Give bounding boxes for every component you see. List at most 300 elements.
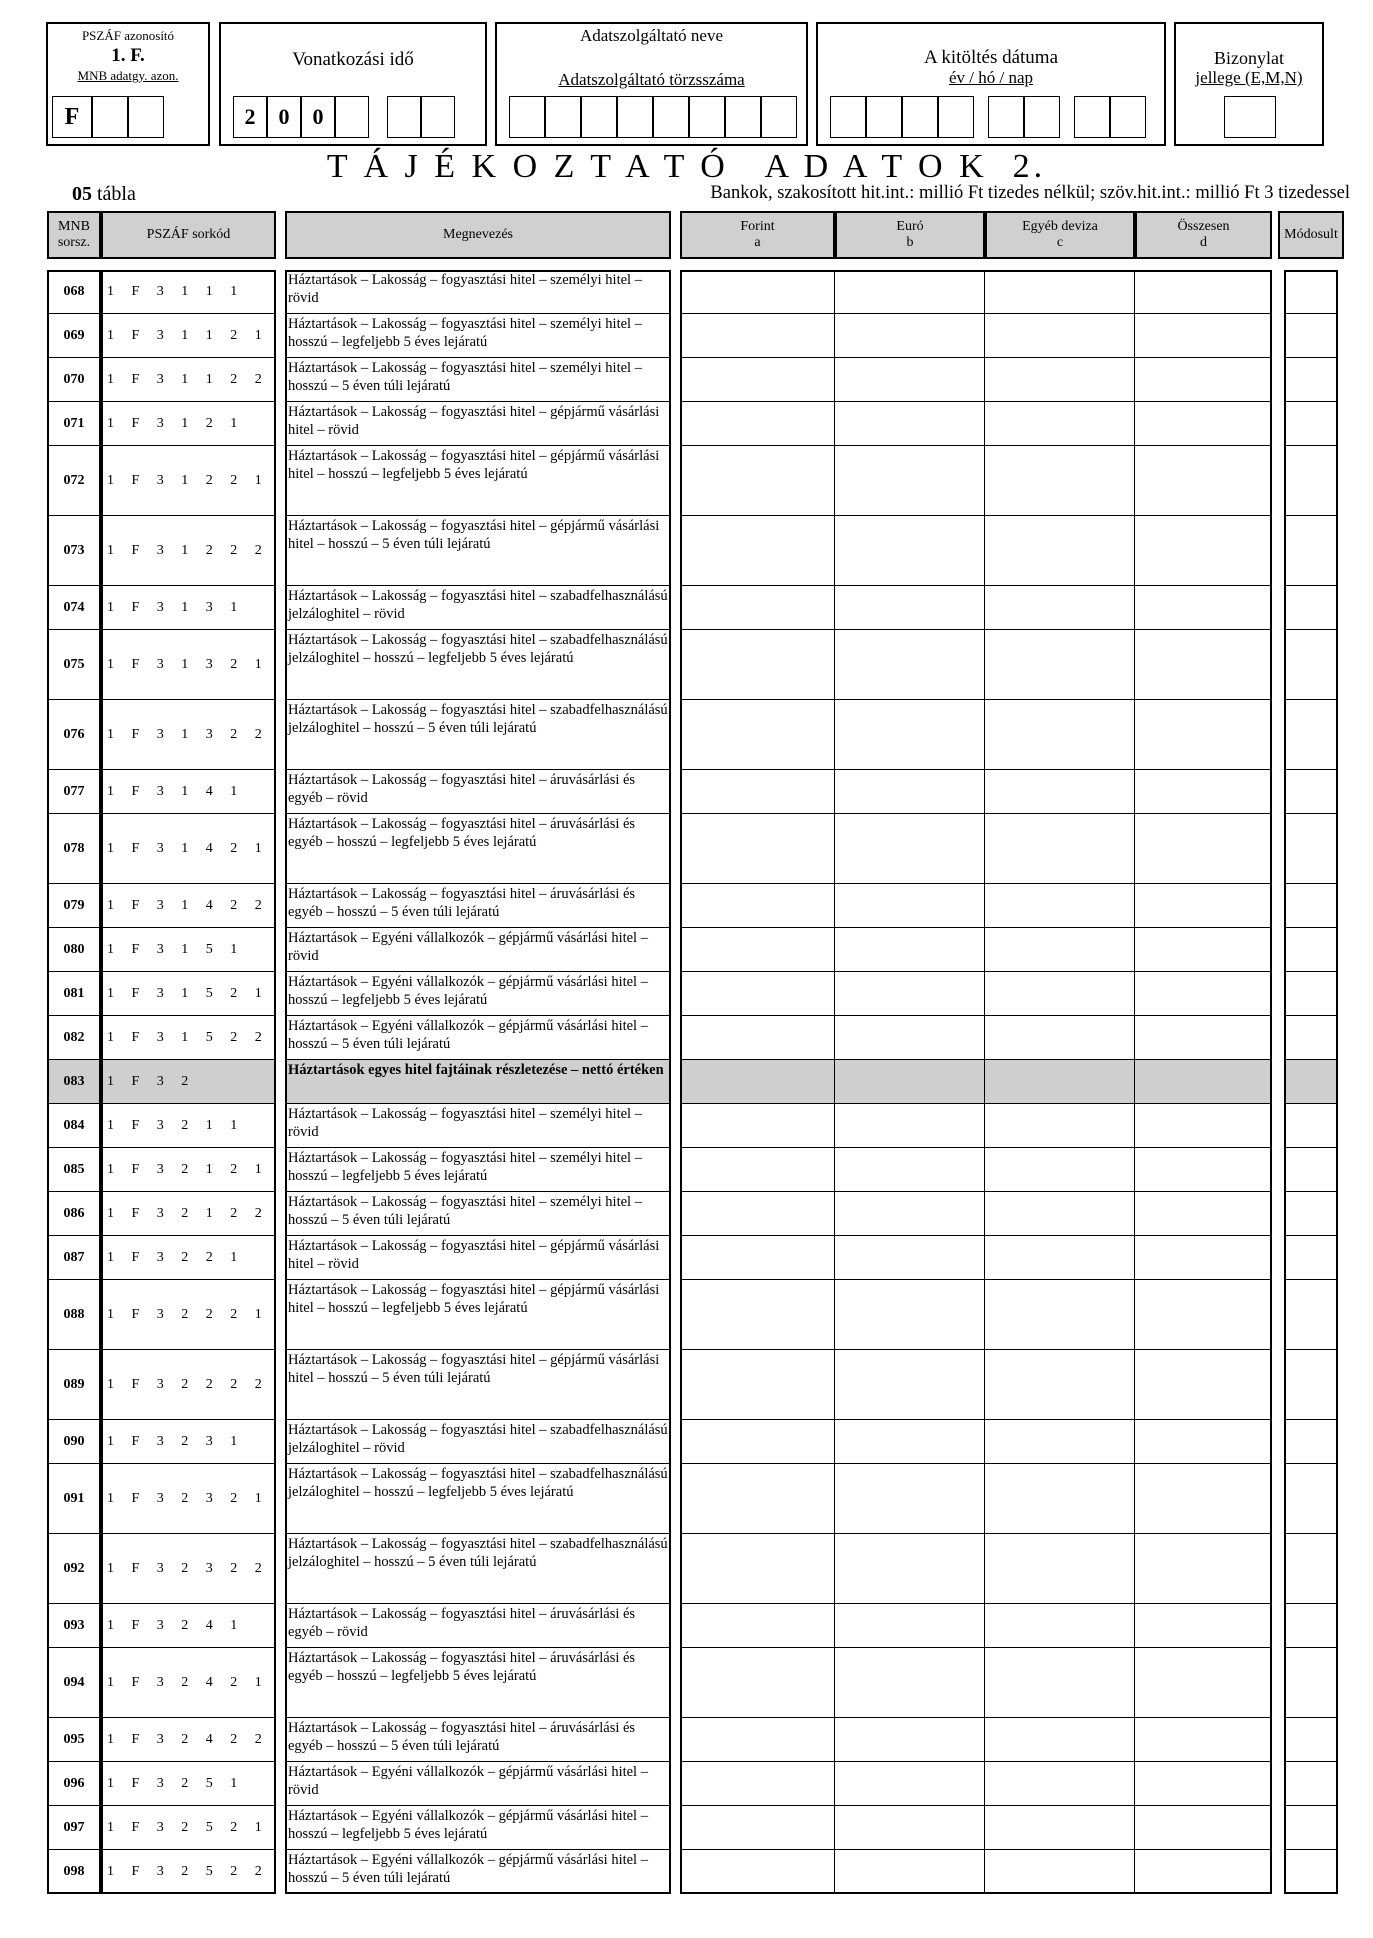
cell-other[interactable] xyxy=(985,1762,1135,1806)
provider-reg-cell[interactable] xyxy=(581,96,617,138)
cell-forint[interactable] xyxy=(680,1236,835,1280)
page-title: T Á J É K O Z T A T Ó A D A T O K 2. xyxy=(326,148,1047,185)
cell-total[interactable] xyxy=(1135,446,1272,516)
cell-total[interactable] xyxy=(1135,314,1272,358)
cell-other[interactable] xyxy=(985,814,1135,884)
cell-other[interactable] xyxy=(985,1192,1135,1236)
row-description: Háztartások – Lakosság – fogyasztási hitel – szabadfelhasználású jelzáloghitel – rövid xyxy=(285,1420,671,1464)
fill-date-sub: év / hó / nap xyxy=(948,68,1034,87)
row-pszaf-code: 1 F 3 2 1 2 1 xyxy=(101,1148,276,1192)
cell-forint[interactable] xyxy=(680,1534,835,1604)
cell-euro[interactable] xyxy=(835,1762,985,1806)
cell-forint[interactable] xyxy=(680,1016,835,1060)
cell-total[interactable] xyxy=(1135,358,1272,402)
cell-forint[interactable] xyxy=(680,586,835,630)
cell-modified[interactable] xyxy=(1284,358,1338,402)
row-description: Háztartások – Lakosság – fogyasztási hitel – áruvásárlási és egyéb – hosszú – 5 éven túli lejáratú xyxy=(285,884,671,928)
cell-modified[interactable] xyxy=(1284,1464,1338,1534)
cell-euro[interactable] xyxy=(835,1420,985,1464)
cell-other[interactable] xyxy=(985,770,1135,814)
row-pszaf-code: 1 F 3 1 2 1 xyxy=(101,402,276,446)
doc-type-label: Bizonylat xyxy=(1214,48,1284,68)
col-header-forint xyxy=(680,211,835,259)
row-pszaf-code: 1 F 3 2 4 1 xyxy=(101,1604,276,1648)
row-description: Háztartások – Lakosság – fogyasztási hitel – gépjármű vásárlási hitel – hosszú – legfeljebb 5 éves lejáratú xyxy=(285,446,671,516)
cell-other[interactable] xyxy=(985,1420,1135,1464)
row-pszaf-code: 1 F 3 2 3 2 2 xyxy=(101,1534,276,1604)
col-header-total-label: Összesen xyxy=(1177,219,1230,234)
cell-modified[interactable] xyxy=(1284,1060,1338,1104)
row-description: Háztartások – Egyéni vállalkozók – gépjármű vásárlási hitel – hosszú – 5 éven túli lejáratú xyxy=(285,1850,671,1894)
cell-modified[interactable] xyxy=(1284,928,1338,972)
cell-total[interactable] xyxy=(1135,1648,1272,1718)
cell-modified[interactable] xyxy=(1284,402,1338,446)
cell-modified[interactable] xyxy=(1284,972,1338,1016)
date-day-cell[interactable] xyxy=(1074,96,1110,138)
cell-total[interactable] xyxy=(1135,1060,1272,1104)
col-header-other-sub: c xyxy=(1056,235,1064,250)
row-mnb-number: 081 xyxy=(47,972,101,1016)
cell-modified[interactable] xyxy=(1284,586,1338,630)
col-header-euro-label: Euró xyxy=(896,219,924,234)
cell-other[interactable] xyxy=(985,1718,1135,1762)
cell-modified[interactable] xyxy=(1284,1350,1338,1420)
row-mnb-number: 082 xyxy=(47,1016,101,1060)
cell-total[interactable] xyxy=(1135,928,1272,972)
provider-reg-cell[interactable] xyxy=(509,96,545,138)
col-header-total-sub: d xyxy=(1200,235,1207,250)
cell-modified[interactable] xyxy=(1284,770,1338,814)
row-pszaf-code: 1 F 3 2 1 2 2 xyxy=(101,1192,276,1236)
cell-forint[interactable] xyxy=(680,358,835,402)
row-pszaf-code: 1 F 3 2 4 2 1 xyxy=(101,1648,276,1718)
period-digit-cell[interactable]: 0 xyxy=(267,96,301,138)
row-mnb-number: 091 xyxy=(47,1464,101,1534)
cell-forint[interactable] xyxy=(680,1464,835,1534)
row-mnb-number: 085 xyxy=(47,1148,101,1192)
cell-forint[interactable] xyxy=(680,1148,835,1192)
cell-euro[interactable] xyxy=(835,1280,985,1350)
cell-modified[interactable] xyxy=(1284,1604,1338,1648)
cell-euro[interactable] xyxy=(835,770,985,814)
cell-other[interactable] xyxy=(985,1236,1135,1280)
cell-other[interactable] xyxy=(985,358,1135,402)
cell-other[interactable] xyxy=(985,270,1135,314)
cell-total[interactable] xyxy=(1135,1534,1272,1604)
row-description: Háztartások – Lakosság – fogyasztási hitel – gépjármű vásárlási hitel – hosszú – 5 éven túli lejáratú xyxy=(285,1350,671,1420)
row-mnb-number: 097 xyxy=(47,1806,101,1850)
col-header-euro xyxy=(835,211,985,259)
cell-euro[interactable] xyxy=(835,630,985,700)
cell-euro[interactable] xyxy=(835,1060,985,1104)
cell-forint[interactable] xyxy=(680,1718,835,1762)
cell-other[interactable] xyxy=(985,1060,1135,1104)
cell-euro[interactable] xyxy=(835,586,985,630)
cell-total[interactable] xyxy=(1135,1464,1272,1534)
row-description: Háztartások – Lakosság – fogyasztási hitel – személyi hitel – rövid xyxy=(285,270,671,314)
col-header-name xyxy=(285,211,671,259)
cell-modified[interactable] xyxy=(1284,1648,1338,1718)
row-description: Háztartások – Lakosság – fogyasztási hitel – személyi hitel – hosszú – legfeljebb 5 éves lejáratú xyxy=(285,1148,671,1192)
cell-modified[interactable] xyxy=(1284,1718,1338,1762)
row-mnb-number: 084 xyxy=(47,1104,101,1148)
cell-euro[interactable] xyxy=(835,1464,985,1534)
cell-total[interactable] xyxy=(1135,1236,1272,1280)
col-header-other-label: Egyéb deviza xyxy=(1022,219,1098,234)
cell-forint[interactable] xyxy=(680,884,835,928)
period-digit-cell[interactable] xyxy=(421,96,455,138)
cell-total[interactable] xyxy=(1135,1850,1272,1894)
row-pszaf-code: 1 F 3 1 2 2 2 xyxy=(101,516,276,586)
cell-total[interactable] xyxy=(1135,1350,1272,1420)
row-description: Háztartások egyes hitel fajtáinak részletezése – nettó értéken xyxy=(285,1060,671,1104)
period-digit-cell[interactable]: 0 xyxy=(301,96,335,138)
row-mnb-number: 073 xyxy=(47,516,101,586)
row-pszaf-code: 1 F 3 1 5 2 2 xyxy=(101,1016,276,1060)
date-year-cell[interactable] xyxy=(830,96,866,138)
cell-euro[interactable] xyxy=(835,1648,985,1718)
cell-forint[interactable] xyxy=(680,814,835,884)
cell-forint[interactable] xyxy=(680,1762,835,1806)
row-pszaf-code: 1 F 3 1 4 2 1 xyxy=(101,814,276,884)
cell-other[interactable] xyxy=(985,1350,1135,1420)
cell-forint[interactable] xyxy=(680,314,835,358)
provider-reg-cell[interactable] xyxy=(761,96,797,138)
row-pszaf-code: 1 F 3 1 3 2 2 xyxy=(101,700,276,770)
cell-euro[interactable] xyxy=(835,1104,985,1148)
row-mnb-number: 088 xyxy=(47,1280,101,1350)
row-description: Háztartások – Lakosság – fogyasztási hitel – gépjármű vásárlási hitel – rövid xyxy=(285,1236,671,1280)
cell-forint[interactable] xyxy=(680,402,835,446)
cell-modified[interactable] xyxy=(1284,1192,1338,1236)
cell-euro[interactable] xyxy=(835,1850,985,1894)
period-box xyxy=(219,22,487,146)
cell-other[interactable] xyxy=(985,586,1135,630)
cell-other[interactable] xyxy=(985,402,1135,446)
provider-reg-cell[interactable] xyxy=(689,96,725,138)
row-description: Háztartások – Lakosság – fogyasztási hitel – gépjármű vásárlási hitel – hosszú – legfeljebb 5 éves lejáratú xyxy=(285,1280,671,1350)
row-mnb-number: 071 xyxy=(47,402,101,446)
provider-name-label: Adatszolgáltató neve xyxy=(579,26,724,45)
cell-euro[interactable] xyxy=(835,884,985,928)
row-description: Háztartások – Lakosság – fogyasztási hitel – áruvásárlási és egyéb – rövid xyxy=(285,1604,671,1648)
cell-forint[interactable] xyxy=(680,1604,835,1648)
row-mnb-number: 080 xyxy=(47,928,101,972)
cell-modified[interactable] xyxy=(1284,446,1338,516)
cell-euro[interactable] xyxy=(835,270,985,314)
row-mnb-number: 078 xyxy=(47,814,101,884)
row-mnb-number: 079 xyxy=(47,884,101,928)
doc-type-cell[interactable] xyxy=(1224,96,1276,138)
row-pszaf-code: 1 F 3 2 3 1 xyxy=(101,1420,276,1464)
provider-reg-cell[interactable] xyxy=(617,96,653,138)
row-pszaf-code: 1 F 3 2 1 1 xyxy=(101,1104,276,1148)
row-mnb-number: 072 xyxy=(47,446,101,516)
date-day-cell[interactable] xyxy=(1110,96,1146,138)
cell-forint[interactable] xyxy=(680,1806,835,1850)
cell-euro[interactable] xyxy=(835,814,985,884)
row-description: Háztartások – Egyéni vállalkozók – gépjármű vásárlási hitel – rövid xyxy=(285,1762,671,1806)
cell-modified[interactable] xyxy=(1284,516,1338,586)
cell-other[interactable] xyxy=(985,1534,1135,1604)
row-pszaf-code: 1 F 3 1 1 1 xyxy=(101,270,276,314)
cell-other[interactable] xyxy=(985,1464,1135,1534)
cell-total[interactable] xyxy=(1135,884,1272,928)
col-header-modified xyxy=(1278,211,1344,259)
row-description: Háztartások – Lakosság – fogyasztási hitel – szabadfelhasználású jelzáloghitel – hosszú – 5 éven túli lejáratú xyxy=(285,700,671,770)
cell-euro[interactable] xyxy=(835,446,985,516)
col-header-pszaf xyxy=(101,211,276,259)
cell-forint[interactable] xyxy=(680,1280,835,1350)
cell-modified[interactable] xyxy=(1284,1806,1338,1850)
row-pszaf-code: 1 F 3 1 5 2 1 xyxy=(101,972,276,1016)
row-pszaf-code: 1 F 3 2 xyxy=(101,1060,276,1104)
provider-reg-cell[interactable] xyxy=(653,96,689,138)
doc-type-box xyxy=(1174,22,1324,146)
cell-modified[interactable] xyxy=(1284,1850,1338,1894)
row-pszaf-code: 1 F 3 2 2 1 xyxy=(101,1236,276,1280)
cell-other[interactable] xyxy=(985,700,1135,770)
cell-other[interactable] xyxy=(985,1104,1135,1148)
row-pszaf-code: 1 F 3 2 5 2 2 xyxy=(101,1850,276,1894)
cell-forint[interactable] xyxy=(680,1192,835,1236)
cell-euro[interactable] xyxy=(835,1192,985,1236)
row-description: Háztartások – Egyéni vállalkozók – gépjármű vásárlási hitel – hosszú – 5 éven túli lejáratú xyxy=(285,1016,671,1060)
cell-other[interactable] xyxy=(985,446,1135,516)
cell-modified[interactable] xyxy=(1284,314,1338,358)
cell-euro[interactable] xyxy=(835,972,985,1016)
col-header-forint-sub: a xyxy=(754,235,761,250)
cell-total[interactable] xyxy=(1135,1604,1272,1648)
cell-total[interactable] xyxy=(1135,1280,1272,1350)
row-description: Háztartások – Lakosság – fogyasztási hitel – szabadfelhasználású jelzáloghitel – hosszú – legfeljebb 5 éves lejáratú xyxy=(285,1464,671,1534)
pszaf-label: PSZÁF azonosító xyxy=(81,28,175,43)
cell-other[interactable] xyxy=(985,1280,1135,1350)
row-description: Háztartások – Egyéni vállalkozók – gépjármű vásárlási hitel – rövid xyxy=(285,928,671,972)
period-digit-cell[interactable] xyxy=(387,96,421,138)
row-pszaf-code: 1 F 3 1 1 2 1 xyxy=(101,314,276,358)
cell-forint[interactable] xyxy=(680,972,835,1016)
row-mnb-number: 070 xyxy=(47,358,101,402)
row-description: Háztartások – Lakosság – fogyasztási hitel – szabadfelhasználású jelzáloghitel – rövid xyxy=(285,586,671,630)
cell-euro[interactable] xyxy=(835,1604,985,1648)
fill-date-label: A kitöltés dátuma xyxy=(923,47,1059,68)
row-pszaf-code: 1 F 3 2 2 2 1 xyxy=(101,1280,276,1350)
col-header-euro-sub: b xyxy=(906,235,914,250)
cell-modified[interactable] xyxy=(1284,1016,1338,1060)
cell-modified[interactable] xyxy=(1284,1762,1338,1806)
mnb-id-cell[interactable] xyxy=(128,96,164,138)
cell-modified[interactable] xyxy=(1284,1148,1338,1192)
cell-modified[interactable] xyxy=(1284,1534,1338,1604)
provider-reg-label: Adatszolgáltató törzsszáma xyxy=(558,70,745,89)
row-description: Háztartások – Lakosság – fogyasztási hitel – áruvásárlási és egyéb – hosszú – legfeljebb 5 éves lejáratú xyxy=(285,814,671,884)
row-mnb-number: 069 xyxy=(47,314,101,358)
date-year-cell[interactable] xyxy=(902,96,938,138)
cell-other[interactable] xyxy=(985,516,1135,586)
cell-other[interactable] xyxy=(985,1806,1135,1850)
cell-forint[interactable] xyxy=(680,1060,835,1104)
period-digit-cell[interactable] xyxy=(335,96,369,138)
cell-total[interactable] xyxy=(1135,1420,1272,1464)
cell-euro[interactable] xyxy=(835,516,985,586)
row-pszaf-code: 1 F 3 1 1 2 2 xyxy=(101,358,276,402)
cell-total[interactable] xyxy=(1135,1148,1272,1192)
row-description: Háztartások – Lakosság – fogyasztási hitel – áruvásárlási és egyéb – hosszú – legfeljebb 5 éves lejáratú xyxy=(285,1648,671,1718)
cell-forint[interactable] xyxy=(680,446,835,516)
cell-euro[interactable] xyxy=(835,928,985,972)
cell-total[interactable] xyxy=(1135,1104,1272,1148)
cell-forint[interactable] xyxy=(680,516,835,586)
cell-euro[interactable] xyxy=(835,1016,985,1060)
cell-total[interactable] xyxy=(1135,270,1272,314)
cell-total[interactable] xyxy=(1135,586,1272,630)
row-description: Háztartások – Lakosság – fogyasztási hitel – személyi hitel – hosszú – 5 éven túli lejáratú xyxy=(285,1192,671,1236)
row-mnb-number: 098 xyxy=(47,1850,101,1894)
row-pszaf-code: 1 F 3 2 4 2 2 xyxy=(101,1718,276,1762)
mnb-id-cell[interactable]: F xyxy=(52,96,92,138)
cell-total[interactable] xyxy=(1135,700,1272,770)
cell-modified[interactable] xyxy=(1284,814,1338,884)
row-mnb-number: 068 xyxy=(47,270,101,314)
cell-other[interactable] xyxy=(985,1604,1135,1648)
table-word: tábla xyxy=(97,183,136,205)
mnb-id-cell[interactable] xyxy=(92,96,128,138)
row-description: Háztartások – Egyéni vállalkozók – gépjármű vásárlási hitel – hosszú – legfeljebb 5 éves lejáratú xyxy=(285,1806,671,1850)
cell-euro[interactable] xyxy=(835,1718,985,1762)
cell-euro[interactable] xyxy=(835,1148,985,1192)
cell-other[interactable] xyxy=(985,1850,1135,1894)
row-mnb-number: 077 xyxy=(47,770,101,814)
cell-total[interactable] xyxy=(1135,1806,1272,1850)
cell-euro[interactable] xyxy=(835,402,985,446)
cell-euro[interactable] xyxy=(835,1350,985,1420)
cell-euro[interactable] xyxy=(835,700,985,770)
date-year-cell[interactable] xyxy=(938,96,974,138)
provider-reg-cells xyxy=(509,96,797,143)
cell-total[interactable] xyxy=(1135,1192,1272,1236)
cell-total[interactable] xyxy=(1135,770,1272,814)
pszaf-code: 1. F. xyxy=(111,45,145,66)
cell-forint[interactable] xyxy=(680,1350,835,1420)
cell-modified[interactable] xyxy=(1284,1236,1338,1280)
cell-forint[interactable] xyxy=(680,770,835,814)
cell-other[interactable] xyxy=(985,1016,1135,1060)
cell-modified[interactable] xyxy=(1284,1104,1338,1148)
cell-other[interactable] xyxy=(985,972,1135,1016)
cell-forint[interactable] xyxy=(680,1850,835,1894)
table-label xyxy=(72,183,136,206)
col-header-mnb-label: MNB sorsz. xyxy=(57,219,91,250)
row-description: Háztartások – Lakosság – fogyasztási hitel – szabadfelhasználású jelzáloghitel – hosszú – 5 éven túli lejáratú xyxy=(285,1534,671,1604)
cell-euro[interactable] xyxy=(835,1236,985,1280)
row-description: Háztartások – Lakosság – fogyasztási hitel – szabadfelhasználású jelzáloghitel – hosszú – legfeljebb 5 éves lejáratú xyxy=(285,630,671,700)
cell-forint[interactable] xyxy=(680,1104,835,1148)
row-pszaf-code: 1 F 3 1 3 2 1 xyxy=(101,630,276,700)
date-month-cell[interactable] xyxy=(988,96,1024,138)
cell-total[interactable] xyxy=(1135,1718,1272,1762)
row-mnb-number: 092 xyxy=(47,1534,101,1604)
cell-total[interactable] xyxy=(1135,814,1272,884)
row-mnb-number: 093 xyxy=(47,1604,101,1648)
mnb-label: MNB adatgy. azon. xyxy=(77,68,179,83)
cell-forint[interactable] xyxy=(680,630,835,700)
cell-other[interactable] xyxy=(985,314,1135,358)
row-pszaf-code: 1 F 3 1 4 2 2 xyxy=(101,884,276,928)
row-mnb-number: 094 xyxy=(47,1648,101,1718)
row-mnb-number: 089 xyxy=(47,1350,101,1420)
cell-total[interactable] xyxy=(1135,630,1272,700)
col-header-name-label: Megnevezés xyxy=(443,227,513,242)
row-description: Háztartások – Lakosság – fogyasztási hitel – áruvásárlási és egyéb – hosszú – 5 éven túli lejáratú xyxy=(285,1718,671,1762)
row-mnb-number: 090 xyxy=(47,1420,101,1464)
col-header-total xyxy=(1135,211,1272,259)
row-description: Háztartások – Egyéni vállalkozók – gépjármű vásárlási hitel – hosszú – legfeljebb 5 éves lejáratú xyxy=(285,972,671,1016)
cell-modified[interactable] xyxy=(1284,700,1338,770)
row-mnb-number: 095 xyxy=(47,1718,101,1762)
cell-euro[interactable] xyxy=(835,314,985,358)
row-pszaf-code: 1 F 3 1 2 2 1 xyxy=(101,446,276,516)
cell-euro[interactable] xyxy=(835,358,985,402)
col-header-pszaf-label: PSZÁF sorkód xyxy=(146,227,231,242)
row-mnb-number: 087 xyxy=(47,1236,101,1280)
row-mnb-number: 074 xyxy=(47,586,101,630)
cell-forint[interactable] xyxy=(680,928,835,972)
cell-other[interactable] xyxy=(985,884,1135,928)
cell-forint[interactable] xyxy=(680,1648,835,1718)
cell-other[interactable] xyxy=(985,1648,1135,1718)
period-digit-cell[interactable]: 2 xyxy=(233,96,267,138)
cell-total[interactable] xyxy=(1135,972,1272,1016)
cell-forint[interactable] xyxy=(680,270,835,314)
col-header-forint-label: Forint xyxy=(740,219,775,234)
row-pszaf-code: 1 F 3 1 4 1 xyxy=(101,770,276,814)
row-description: Háztartások – Lakosság – fogyasztási hitel – személyi hitel – hosszú – 5 éven túli lejáratú xyxy=(285,358,671,402)
row-pszaf-code: 1 F 3 2 3 2 1 xyxy=(101,1464,276,1534)
cell-other[interactable] xyxy=(985,928,1135,972)
cell-euro[interactable] xyxy=(835,1806,985,1850)
row-mnb-number: 075 xyxy=(47,630,101,700)
period-label: Vonatkozási idő xyxy=(292,49,414,70)
table-number: 05 xyxy=(72,183,92,205)
provider-reg-cell[interactable] xyxy=(545,96,581,138)
cell-modified[interactable] xyxy=(1284,884,1338,928)
period-cells xyxy=(233,96,455,138)
cell-total[interactable] xyxy=(1135,516,1272,586)
cell-modified[interactable] xyxy=(1284,1420,1338,1464)
row-description: Háztartások – Lakosság – fogyasztási hitel – gépjármű vásárlási hitel – hosszú – 5 éven túli lejáratú xyxy=(285,516,671,586)
col-header-other xyxy=(985,211,1135,259)
date-year-cell[interactable] xyxy=(866,96,902,138)
row-mnb-number: 076 xyxy=(47,700,101,770)
cell-other[interactable] xyxy=(985,630,1135,700)
cell-euro[interactable] xyxy=(835,1534,985,1604)
provider-reg-cell[interactable] xyxy=(725,96,761,138)
row-pszaf-code: 1 F 3 1 5 1 xyxy=(101,928,276,972)
cell-total[interactable] xyxy=(1135,1762,1272,1806)
cell-other[interactable] xyxy=(985,1148,1135,1192)
cell-modified[interactable] xyxy=(1284,1280,1338,1350)
cell-modified[interactable] xyxy=(1284,630,1338,700)
date-month-cell[interactable] xyxy=(1024,96,1060,138)
cell-forint[interactable] xyxy=(680,700,835,770)
cell-modified[interactable] xyxy=(1284,270,1338,314)
cell-forint[interactable] xyxy=(680,1420,835,1464)
cell-total[interactable] xyxy=(1135,1016,1272,1060)
cell-total[interactable] xyxy=(1135,402,1272,446)
row-pszaf-code: 1 F 3 2 2 2 2 xyxy=(101,1350,276,1420)
row-mnb-number: 083 xyxy=(47,1060,101,1104)
